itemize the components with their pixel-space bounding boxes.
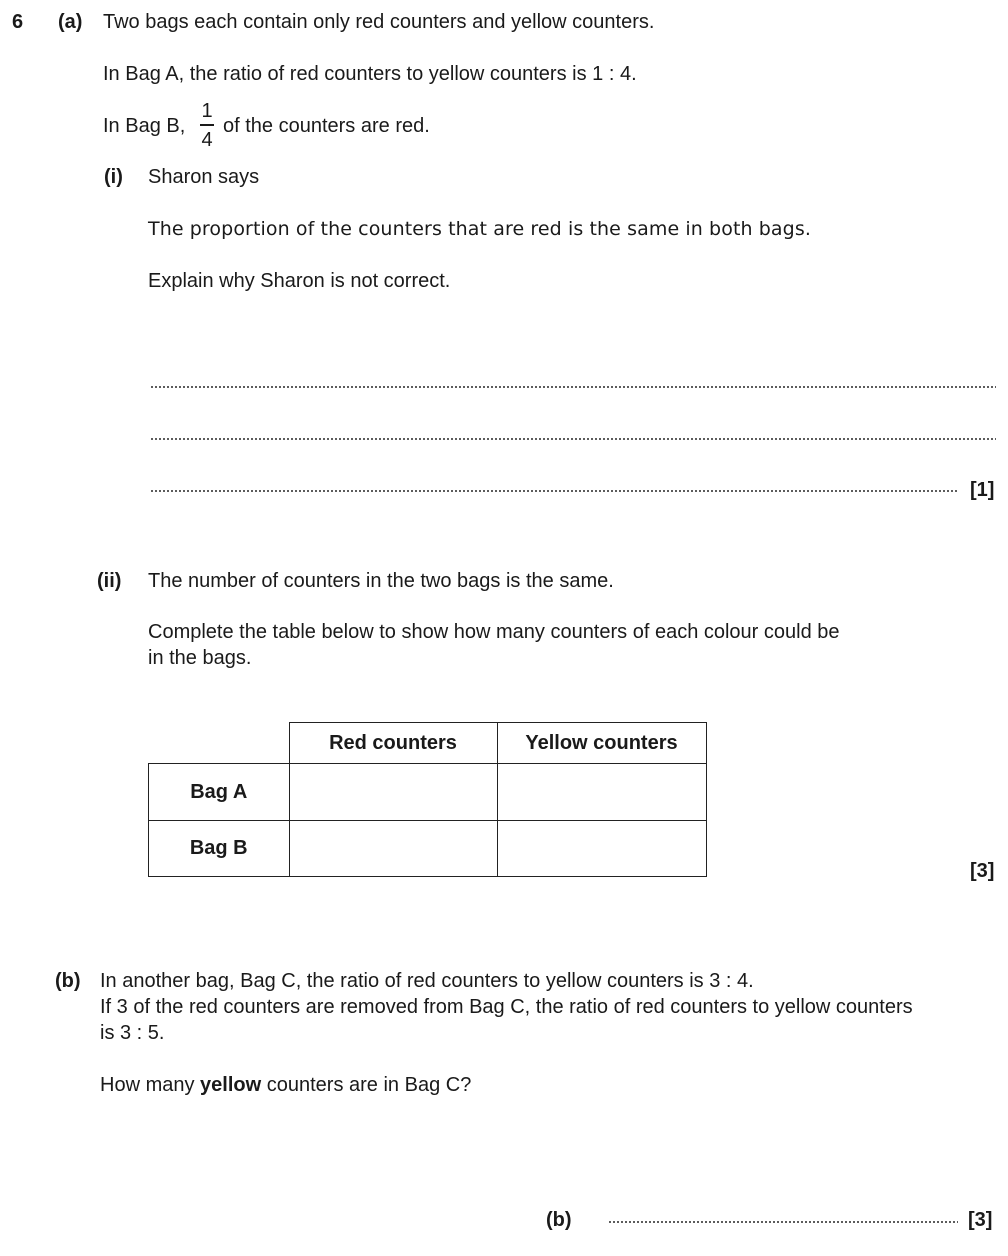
fraction-numerator: 1: [201, 100, 213, 122]
bag-b-yellow-cell[interactable]: [497, 821, 706, 877]
question-number: 6: [12, 11, 24, 33]
sharon-says: Sharon says: [148, 166, 260, 188]
question-suffix: counters are in Bag C?: [266, 1074, 472, 1096]
part-b-question: [100, 1073, 471, 1097]
sub-ii-instruction-1: Complete the table below to show how many counters of each colour could be: [148, 621, 840, 643]
answer-line-2[interactable]: [150, 438, 996, 440]
answer-line-3[interactable]: [150, 490, 958, 492]
part-b-line-3: is 3 : 5.: [100, 1022, 165, 1044]
bag-b-suffix: of the counters are red.: [223, 115, 430, 137]
sharon-quote: The proportion of the counters that are red is the same in both bags.: [148, 218, 811, 240]
answer-line-b[interactable]: [608, 1221, 958, 1223]
part-a-intro: Two bags each contain only red counters and yellow counters.: [103, 11, 655, 33]
table-corner: [149, 723, 290, 764]
answer-line-1[interactable]: [150, 386, 996, 388]
header-yellow: Yellow counters: [497, 723, 706, 764]
sub-i-label: (i): [104, 166, 123, 188]
part-b-line-1: In another bag, Bag C, the ratio of red counters to yellow counters is 3 : 4.: [100, 970, 754, 992]
part-b-label: (b): [55, 970, 81, 992]
row-label-bag-a: Bag A: [149, 764, 290, 821]
part-b-marks: [3]: [968, 1209, 993, 1231]
fraction-bar: [200, 124, 214, 126]
header-red: Red counters: [289, 723, 497, 764]
table-row: [149, 764, 707, 821]
bag-a-text: In Bag A, the ratio of red counters to yellow counters is 1 : 4.: [103, 63, 637, 85]
question-emphasis: yellow: [200, 1074, 262, 1096]
sub-ii-marks: [3]: [970, 860, 995, 882]
sub-ii-instruction-2: in the bags.: [148, 647, 252, 669]
part-a-label: (a): [58, 11, 83, 33]
sub-ii-statement: The number of counters in the two bags is the same.: [148, 570, 614, 592]
bag-a-yellow-cell[interactable]: [497, 764, 706, 821]
counters-table: [148, 722, 707, 877]
bag-a-red-cell[interactable]: [289, 764, 497, 821]
sub-i-instruction: Explain why Sharon is not correct.: [148, 270, 451, 292]
question-prefix: How many: [100, 1074, 195, 1096]
sub-ii-label: (ii): [97, 570, 122, 592]
part-b-line-2: If 3 of the red counters are removed from Bag C, the ratio of red counters to yellow counters: [100, 996, 913, 1018]
table-row: [149, 821, 707, 877]
fraction-denominator: 4: [201, 129, 213, 151]
bag-b-prefix: In Bag B,: [103, 115, 186, 137]
bag-b-red-cell[interactable]: [289, 821, 497, 877]
row-label-bag-b: Bag B: [149, 821, 290, 877]
answer-label-b: (b): [546, 1209, 572, 1231]
sub-i-marks: [1]: [970, 479, 995, 501]
